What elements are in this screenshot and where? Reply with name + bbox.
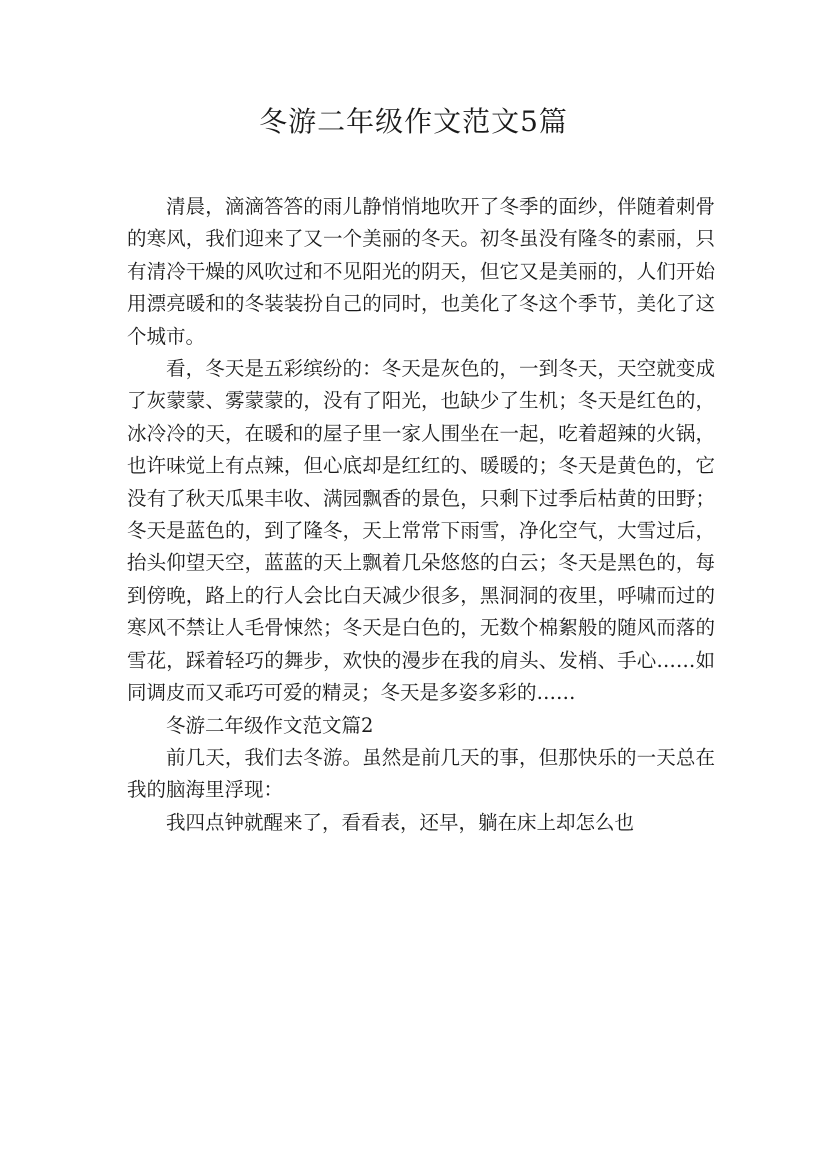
paragraph-2: 看，冬天是五彩缤纷的：冬天是灰色的，一到冬天，天空就变成了灰蒙蒙、雾蒙蒙的，没有了阳光，也缺少了生机；冬天是红色的，冰冷冷的天，在暖和的屋子里一家人围坐在一起，吃着超辣的火锅，也许味觉上有点辣，但心底却是红红的、暖暖的；冬天是黄色的，它没有了秋天瓜果丰收、满园飘香的景色，只剩下过季后枯黄的田野；冬天是蓝色的，到了隆冬，天上常常下雨雪，净化空气，大雪过后，抬头仰望天空，蓝蓝的天上飘着几朵悠悠的白云；冬天是黑色的，每到傍晚，路上的行人会比白天减少很多，黑洞洞的夜里，呼啸而过的寒风不禁让人毛骨悚然；冬天是白色的，无数个棉絮般的随风而落的雪花，踩着轻巧的舞步，欢快的漫步在我的肩头、发梢、手心……如同调皮而又乖巧可爱的精灵；冬天是多姿多彩的…… (127, 357, 715, 705)
paragraph-4: 我四点钟就醒来了，看看表，还早，躺在床上却怎么也 (166, 810, 635, 834)
paragraph-3: 前几天，我们去冬游。虽然是前几天的事，但那快乐的一天总在我的脑海里浮现： (127, 745, 715, 802)
document-title: 冬游二年级作文范文5篇 (259, 105, 568, 138)
document-body (127, 191, 715, 839)
section-heading: 冬游二年级作文范文篇2 (166, 713, 374, 737)
paragraph-1: 清晨，滴滴答答的雨儿静悄悄地吹开了冬季的面纱，伴随着刺骨的寒风，我们迎来了又一个美丽的冬天。初冬虽没有隆冬的素丽，只有清冷干燥的风吹过和不见阳光的阴天，但它又是美丽的，人们开始用漂亮暖和的冬装装扮自己的同时，也美化了冬这个季节，美化了这个城市。 (127, 195, 715, 348)
